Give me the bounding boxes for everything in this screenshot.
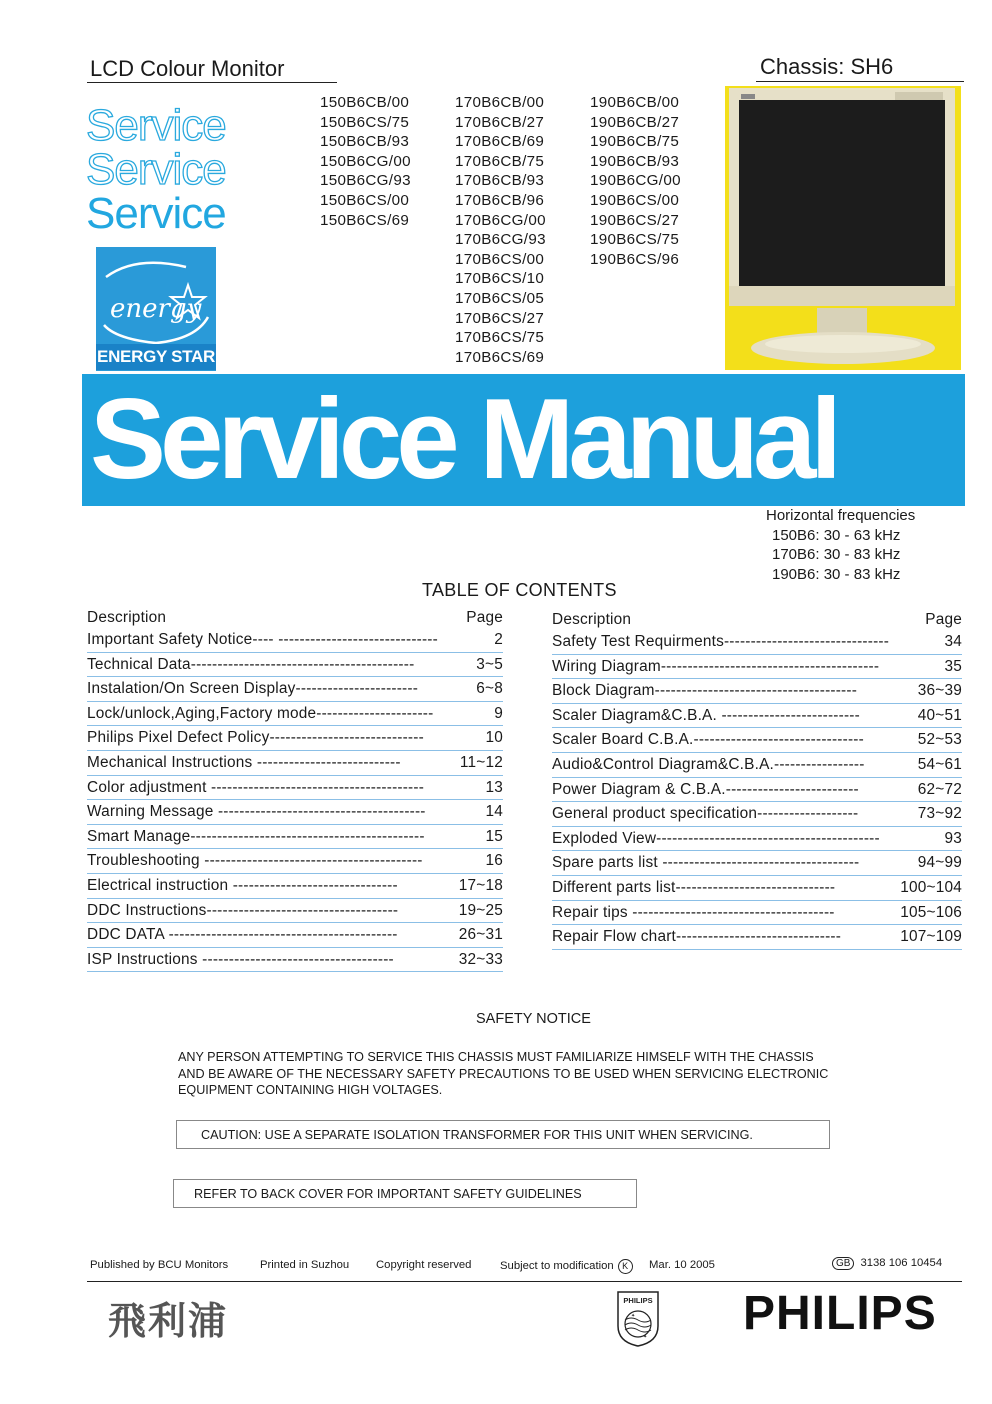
toc-entry-page: 36~39 bbox=[917, 682, 962, 700]
model-number: 190B6CG/00 bbox=[590, 172, 681, 190]
toc-header bbox=[87, 607, 503, 629]
toc-entry bbox=[87, 727, 503, 751]
shield-text: PHILIPS bbox=[623, 1296, 653, 1305]
toc-entry bbox=[552, 680, 962, 704]
frequency-150b6: 150B6: 30 - 63 kHz bbox=[772, 526, 901, 544]
toc-entry-page: 52~53 bbox=[917, 731, 962, 749]
toc-entry-page: 15 bbox=[485, 827, 503, 845]
model-number: 150B6CS/69 bbox=[320, 211, 410, 229]
chinese-brand-logo: 飛利浦 bbox=[108, 1301, 229, 1343]
footer-subject bbox=[500, 1259, 637, 1274]
toc-entry bbox=[87, 801, 503, 825]
chassis-underline bbox=[756, 81, 964, 82]
model-number: 150B6CB/93 bbox=[320, 133, 410, 151]
frequencies-title: Horizontal frequencies bbox=[766, 507, 916, 524]
toc-entry-page: 9 bbox=[494, 704, 503, 722]
toc-entry bbox=[552, 803, 962, 827]
toc-entry bbox=[552, 852, 962, 876]
model-number: 170B6CG/93 bbox=[455, 231, 546, 249]
monitor-icon bbox=[725, 86, 961, 370]
caution-box: CAUTION: USE A SEPARATE ISOLATION TRANSFORMER FOR THIS UNIT WHEN SERVICING. bbox=[176, 1120, 830, 1149]
toc-header-description: Description bbox=[87, 609, 167, 626]
model-number: 190B6CB/27 bbox=[590, 113, 680, 131]
model-number: 170B6CS/00 bbox=[455, 250, 545, 268]
toc-entry-page: 16 bbox=[485, 852, 503, 870]
philips-shield-logo bbox=[616, 1290, 660, 1353]
model-number: 170B6CS/10 bbox=[455, 270, 545, 288]
toc-entry bbox=[87, 654, 503, 678]
toc-entry-description: Important Safety Notice---- ------------------------------ bbox=[87, 631, 438, 648]
service-manual-banner bbox=[82, 374, 965, 506]
service-wordmark-outline-1: Service bbox=[86, 101, 226, 150]
safety-notice-body bbox=[178, 1049, 918, 1099]
toc-entry-page: 6~8 bbox=[476, 680, 503, 698]
toc-left-column bbox=[87, 607, 503, 973]
model-list-170 bbox=[455, 93, 546, 367]
toc-entry-description: Troubleshooting ----------------------------------------- bbox=[87, 852, 423, 870]
model-number: 170B6CB/27 bbox=[455, 113, 545, 131]
toc-entry-page: 13 bbox=[485, 778, 503, 796]
toc-entry-page: 105~106 bbox=[900, 903, 962, 921]
toc-entry-description: Color adjustment ---------------------------------------- bbox=[87, 778, 425, 796]
toc-entry-description: DDC DATA ------------------------------------------- bbox=[87, 926, 398, 944]
model-list-190 bbox=[590, 93, 681, 269]
model-number: 170B6CS/27 bbox=[455, 309, 545, 327]
toc-entry-page: 35 bbox=[944, 657, 962, 675]
toc-header-page: Page bbox=[925, 611, 962, 628]
toc-entry-page: 40~51 bbox=[917, 706, 962, 724]
energy-star-icon bbox=[96, 247, 216, 347]
model-number: 150B6CS/75 bbox=[320, 113, 410, 131]
model-number: 170B6CB/75 bbox=[455, 152, 545, 170]
model-number: 190B6CB/93 bbox=[590, 152, 680, 170]
toc-entry bbox=[552, 656, 962, 680]
toc-entry-description: Audio&Control Diagram&C.B.A.----------------- bbox=[552, 755, 865, 773]
toc-entry-description: DDC Instructions------------------------------------ bbox=[87, 901, 399, 919]
title-underline bbox=[87, 82, 337, 83]
frequency-190b6: 190B6: 30 - 83 kHz bbox=[772, 565, 901, 583]
toc-entry-page: 11~12 bbox=[459, 753, 503, 771]
toc-entry bbox=[87, 850, 503, 874]
k-mark-icon: K bbox=[618, 1259, 633, 1274]
toc-entry-description: Spare parts list ------------------------------------- bbox=[552, 854, 860, 872]
toc-entry-description: Mechanical Instructions --------------------------- bbox=[87, 753, 401, 771]
safety-line: EQUIPMENT CONTAINING HIGH VOLTAGES. bbox=[178, 1083, 443, 1097]
safety-line: AND BE AWARE OF THE NECESSARY SAFETY PRECAUTIONS TO BE USED WHEN SERVICING ELECTRONIC bbox=[178, 1066, 829, 1081]
model-number: 190B6CS/96 bbox=[590, 250, 680, 268]
toc-entry-description: Exploded View------------------------------------------ bbox=[552, 829, 880, 847]
toc-entry-page: 93 bbox=[944, 829, 962, 847]
toc-entry-description: Scaler Board C.B.A.-------------------------------- bbox=[552, 731, 864, 749]
model-number: 170B6CB/69 bbox=[455, 133, 545, 151]
toc-entry-description: ISP Instructions ------------------------------------ bbox=[87, 950, 394, 968]
toc-right-column bbox=[552, 609, 962, 951]
toc-entry-description: Repair Flow chart------------------------------- bbox=[552, 928, 842, 946]
toc-title: TABLE OF CONTENTS bbox=[422, 580, 617, 600]
toc-entry bbox=[552, 631, 962, 655]
svg-text:✦: ✦ bbox=[643, 1334, 648, 1340]
toc-entry-page: 107~109 bbox=[900, 928, 962, 946]
philips-wordmark: PHILIPS bbox=[743, 1287, 937, 1340]
model-number: 150B6CG/00 bbox=[320, 152, 411, 170]
model-number: 150B6CG/93 bbox=[320, 172, 411, 190]
document-title: LCD Colour Monitor bbox=[90, 56, 285, 81]
toc-entry bbox=[552, 877, 962, 901]
footer-date: Mar. 10 2005 bbox=[649, 1259, 715, 1271]
model-number: 150B6CS/00 bbox=[320, 191, 410, 209]
model-number: 170B6CB/00 bbox=[455, 94, 545, 111]
safety-line: ANY PERSON ATTEMPTING TO SERVICE THIS CHASSIS MUST FAMILIARIZE HIMSELF WITH THE CHASSIS bbox=[178, 1050, 814, 1064]
footer-published: Published by BCU Monitors bbox=[90, 1259, 229, 1271]
toc-entry-description: General product specification------------------- bbox=[552, 805, 859, 823]
toc-entry-page: 3~5 bbox=[476, 655, 503, 673]
toc-entry-page: 73~92 bbox=[917, 805, 962, 823]
toc-entry-page: 10 bbox=[485, 729, 503, 747]
toc-entry-description: Instalation/On Screen Display----------------------- bbox=[87, 680, 419, 698]
toc-entry-page: 17~18 bbox=[458, 876, 503, 894]
model-number: 170B6CB/93 bbox=[455, 172, 545, 190]
toc-entry-description: Electrical instruction ------------------------------- bbox=[87, 876, 398, 894]
toc-entry-description: Philips Pixel Defect Policy----------------------------- bbox=[87, 729, 424, 747]
toc-entry bbox=[552, 779, 962, 803]
toc-entry-page: 2 bbox=[494, 631, 503, 648]
service-wordmark-outline-2: Service bbox=[86, 145, 226, 194]
model-number: 190B6CS/27 bbox=[590, 211, 680, 229]
footer-code bbox=[832, 1257, 942, 1270]
toc-entry-page: 94~99 bbox=[917, 854, 962, 872]
model-number: 150B6CB/00 bbox=[320, 94, 410, 111]
toc-entry bbox=[552, 705, 962, 729]
toc-entry bbox=[552, 729, 962, 753]
toc-entry-description: Power Diagram & C.B.A.------------------------- bbox=[552, 780, 859, 798]
toc-entry bbox=[87, 777, 503, 801]
model-number: 190B6CB/75 bbox=[590, 133, 680, 151]
toc-entry bbox=[552, 926, 962, 950]
horizontal-frequencies bbox=[766, 506, 915, 584]
toc-entry-description: Warning Message --------------------------------------- bbox=[87, 803, 426, 821]
footer-rule bbox=[87, 1281, 962, 1282]
toc-entry-description: Safety Test Requirments------------------------------- bbox=[552, 633, 890, 650]
shield-icon bbox=[616, 1290, 660, 1348]
toc-entry-description: Scaler Diagram&C.B.A. -------------------------- bbox=[552, 706, 860, 724]
service-wordmark-solid: Service bbox=[86, 189, 226, 238]
toc-entry-page: 19~25 bbox=[458, 901, 503, 919]
model-number: 170B6CS/69 bbox=[455, 348, 545, 366]
toc-entry bbox=[87, 752, 503, 776]
svg-text:✦: ✦ bbox=[631, 1313, 636, 1319]
footer-code-number: 3138 106 10454 bbox=[860, 1257, 943, 1269]
footer-printed: Printed in Suzhou bbox=[260, 1259, 350, 1271]
toc-entry bbox=[87, 924, 503, 948]
toc-entry-description: Repair tips -------------------------------------- bbox=[552, 903, 835, 921]
refer-box: REFER TO BACK COVER FOR IMPORTANT SAFETY GUIDELINES bbox=[173, 1179, 637, 1208]
toc-entry-page: 34 bbox=[944, 633, 962, 650]
toc-entry bbox=[552, 902, 962, 926]
toc-entry bbox=[87, 629, 503, 653]
energy-script-text: energy bbox=[110, 294, 202, 324]
toc-entry-page: 14 bbox=[485, 803, 503, 821]
toc-entry-description: Different parts list------------------------------ bbox=[552, 878, 836, 896]
monitor-photo bbox=[725, 86, 961, 370]
model-number: 170B6CS/75 bbox=[455, 329, 545, 347]
model-number: 170B6CG/00 bbox=[455, 211, 546, 229]
toc-entry bbox=[87, 900, 503, 924]
toc-entry-description: Smart Manage-------------------------------------------- bbox=[87, 827, 425, 845]
toc-entry-description: Wiring Diagram----------------------------------------- bbox=[552, 657, 880, 675]
energy-star-label: ENERGY STAR bbox=[96, 344, 216, 370]
toc-entry bbox=[87, 703, 503, 727]
model-number: 190B6CS/00 bbox=[590, 191, 680, 209]
toc-entry bbox=[87, 875, 503, 899]
model-number: 190B6CB/00 bbox=[590, 94, 680, 111]
toc-entry-description: Technical Data------------------------------------------ bbox=[87, 655, 415, 673]
footer-copyright: Copyright reserved bbox=[376, 1259, 472, 1271]
toc-entry bbox=[87, 826, 503, 850]
frequency-170b6: 170B6: 30 - 83 kHz bbox=[772, 546, 901, 564]
banner-title: Service Manual bbox=[90, 376, 837, 503]
footer-subject-text: Subject to modification bbox=[500, 1260, 614, 1272]
toc-header-description: Description bbox=[552, 611, 632, 628]
toc-entry-description: Lock/unlock,Aging,Factory mode---------------------- bbox=[87, 704, 434, 722]
toc-entry-description: Block Diagram-------------------------------------- bbox=[552, 682, 858, 700]
toc-entry-page: 62~72 bbox=[917, 780, 962, 798]
toc-entry bbox=[87, 678, 503, 702]
toc-entry-page: 100~104 bbox=[900, 878, 962, 896]
toc-header bbox=[552, 609, 962, 631]
toc-entry bbox=[552, 754, 962, 778]
toc-header-page: Page bbox=[466, 609, 503, 626]
toc-entry bbox=[87, 949, 503, 973]
toc-entry-page: 54~61 bbox=[917, 755, 962, 773]
gb-badge: GB bbox=[832, 1257, 854, 1270]
toc-entry-page: 32~33 bbox=[458, 950, 503, 968]
model-list-150 bbox=[320, 93, 411, 230]
toc-entry-page: 26~31 bbox=[458, 926, 503, 944]
model-number: 170B6CS/05 bbox=[455, 289, 545, 307]
toc-entry bbox=[552, 828, 962, 852]
chassis-label: Chassis: SH6 bbox=[760, 54, 894, 79]
model-number: 170B6CB/96 bbox=[455, 191, 545, 209]
safety-notice-title: SAFETY NOTICE bbox=[476, 1011, 591, 1027]
model-number: 190B6CS/75 bbox=[590, 231, 680, 249]
